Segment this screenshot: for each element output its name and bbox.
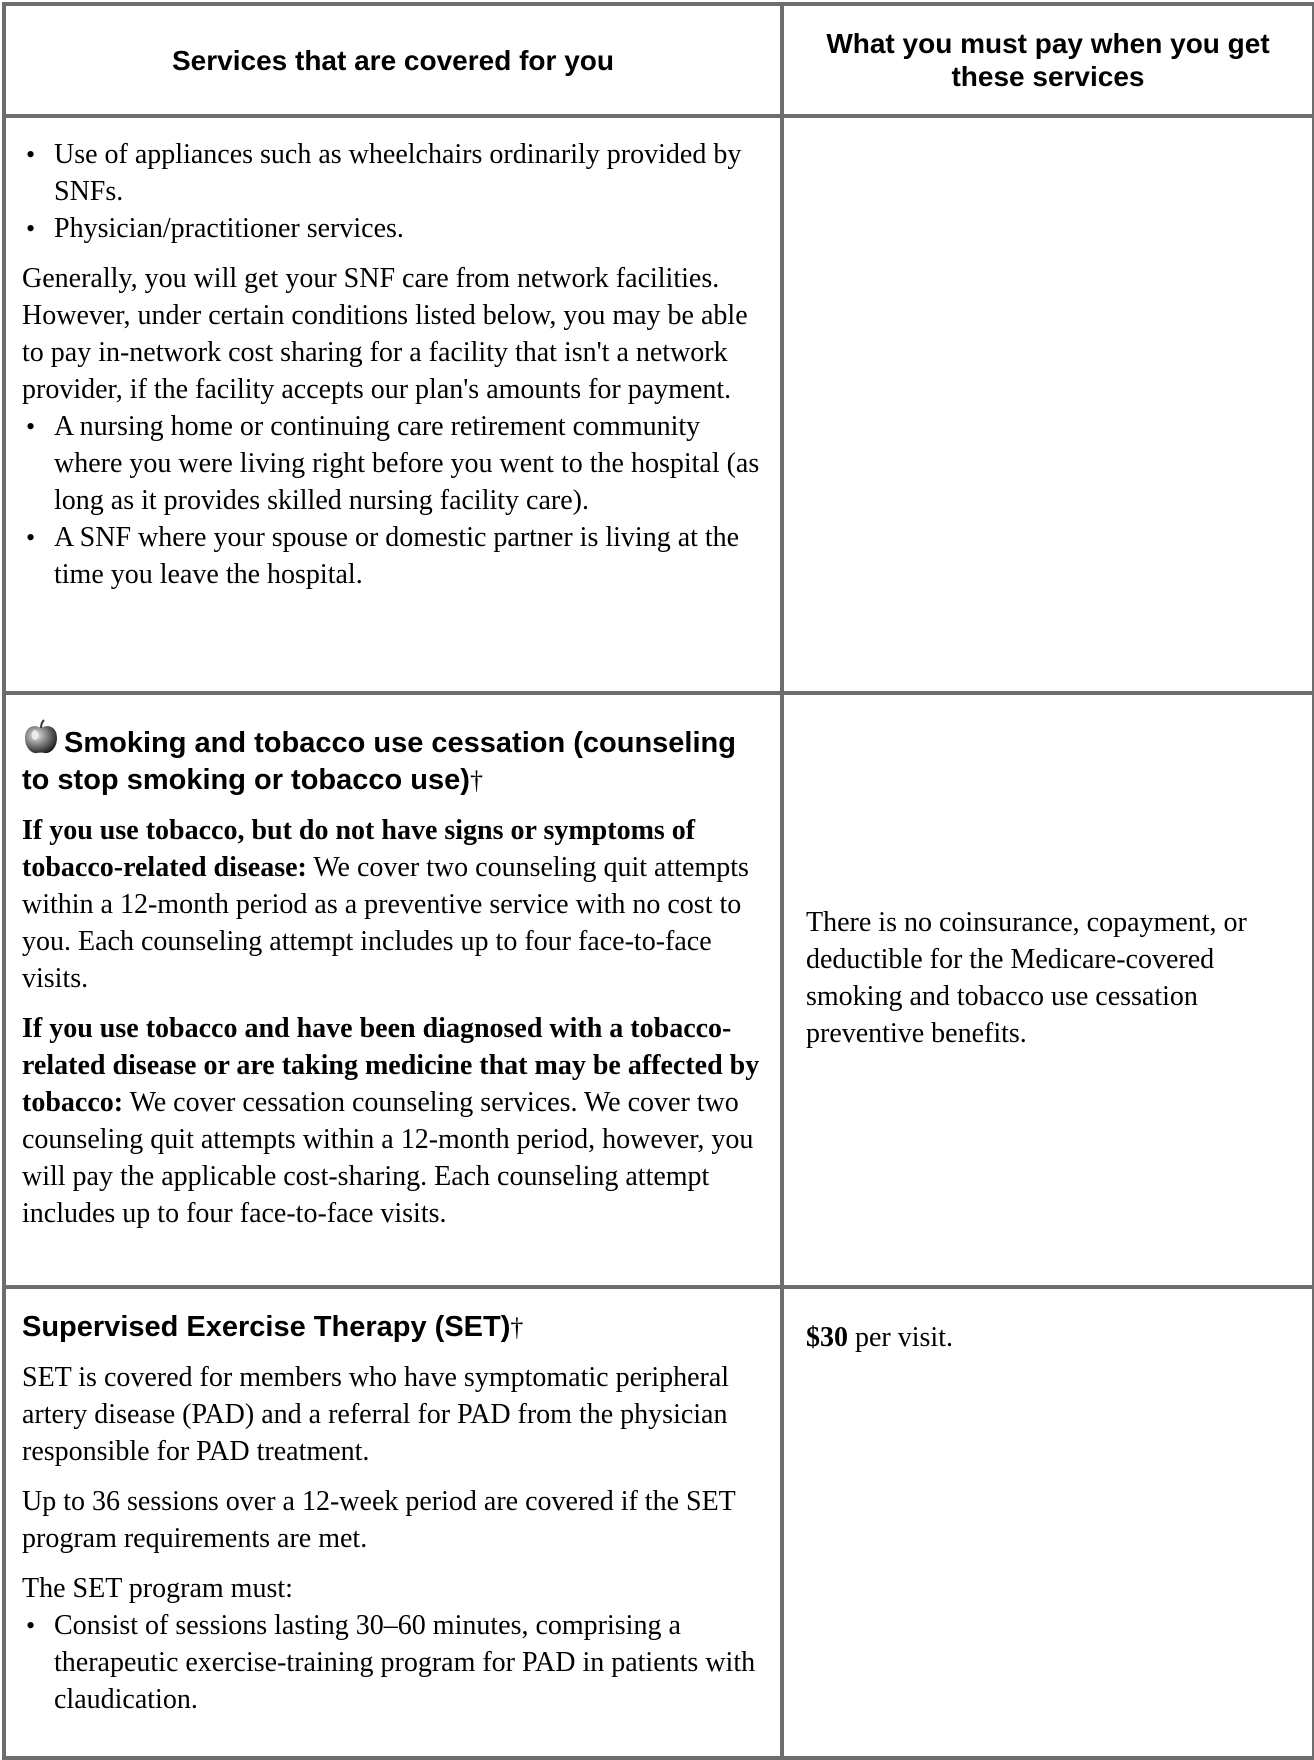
payment-text: There is no coinsurance, copayment, or deductible for the Medicare-covered smoking and tobacco use cessation preventive benefits.	[806, 907, 1247, 1049]
apple-icon	[22, 719, 60, 755]
section-title-text: Supervised Exercise Therapy (SET)	[22, 1311, 511, 1343]
payment-text	[784, 1289, 1312, 1370]
services-cell	[4, 693, 782, 1287]
payment-text	[784, 118, 1312, 150]
header-services	[4, 4, 782, 116]
tobacco-p2-lead: If you use tobacco and have been diagnosed with a tobacco-related disease or are taking medicine that may be affected by tobacco:	[22, 1013, 760, 1118]
table-row	[4, 1287, 1314, 1758]
tobacco-p2-text: We cover cessation counseling services. We cover two counseling quit attempts within a 12-month period, however, you will pay the applicable cost-sharing. Each counseling attempt includes up to four face-to-face visits.	[22, 1087, 754, 1229]
list-item: • Physician/practitioner services.	[22, 210, 764, 247]
list-item: • A nursing home or continuing care retirement community where you were living right before you went to the hospital (as long as it provides skilled nursing facility care).	[22, 408, 764, 519]
set-paragraph-3: The SET program must:	[22, 1573, 293, 1604]
copay-amount: $30	[806, 1322, 848, 1353]
services-cell	[4, 1287, 782, 1758]
tobacco-paragraph-1	[22, 812, 764, 997]
list-item: • A SNF where your spouse or domestic partner is living at the time you leave the hospital.	[22, 519, 764, 593]
snf-bullet-list-bottom	[22, 408, 764, 593]
header-payment	[782, 4, 1314, 116]
section-title	[22, 719, 764, 799]
list-item: • Consist of sessions lasting 30–60 minutes, comprising a therapeutic exercise-training program for PAD in patients with claudication.	[22, 1607, 764, 1718]
benefits-table	[2, 2, 1314, 1760]
snf-paragraph: Generally, you will get your SNF care from network facilities. However, under certain conditions listed below, you may be able to pay in-network cost sharing for a facility that isn't a network provider, if the facility accepts our plan's amounts for payment.	[22, 263, 748, 405]
section-title	[22, 1309, 764, 1346]
tobacco-paragraph-2	[22, 1010, 764, 1232]
dagger-mark: †	[469, 766, 483, 795]
table-header-row	[4, 4, 1314, 116]
set-paragraph-2: Up to 36 sessions over a 12-week period are covered if the SET program requirements are met.	[22, 1486, 736, 1554]
set-bullet-list	[22, 1607, 764, 1718]
payment-cell	[782, 693, 1314, 1287]
copay-text: per visit.	[848, 1322, 953, 1353]
payment-cell	[782, 116, 1314, 693]
tobacco-p1-text: We cover two counseling quit attempts within a 12-month period as a preventive service with no cost to you. Each counseling attempt includes up to four face-to-face visits.	[22, 852, 749, 994]
set-paragraph-1: SET is covered for members who have symptomatic peripheral artery disease (PAD) and a referral for PAD from the physician responsible for PAD treatment.	[22, 1362, 730, 1467]
payment-cell	[782, 1287, 1314, 1758]
list-item: • Use of appliances such as wheelchairs ordinarily provided by SNFs.	[22, 136, 764, 210]
header-services-label: Services that are covered for you	[172, 44, 614, 76]
section-title-text: Smoking and tobacco use cessation (counseling to stop smoking or tobacco use)	[22, 727, 736, 796]
table-row	[4, 116, 1314, 693]
services-cell	[4, 116, 782, 693]
table-row	[4, 693, 1314, 1287]
header-payment-label: What you must pay when you get these services	[826, 28, 1270, 92]
dagger-mark: †	[510, 1313, 524, 1342]
tobacco-p1-lead: If you use tobacco, but do not have signs or symptoms of tobacco-related disease:	[22, 815, 696, 883]
snf-bullet-list-top	[22, 136, 764, 247]
